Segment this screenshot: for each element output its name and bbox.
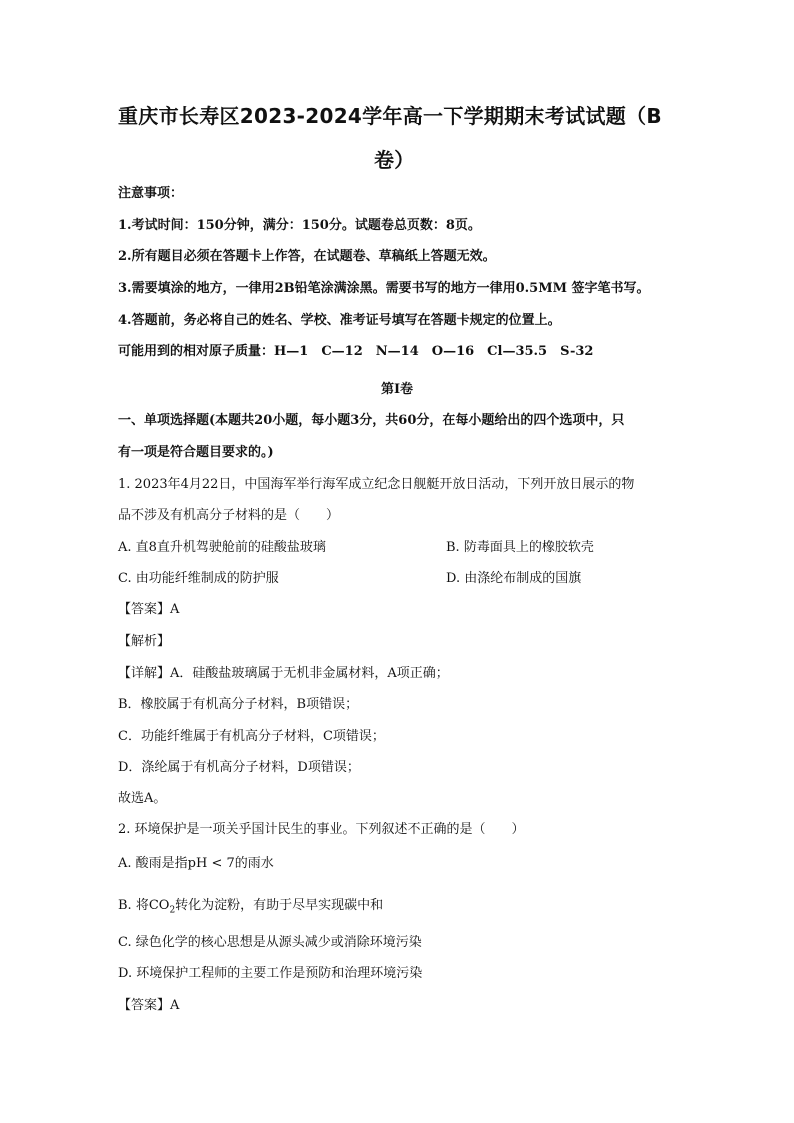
q1-detail-3: C．功能纤维属于有机高分子材料，C项错误； [118, 729, 385, 744]
q1-stem-line2: 品不涉及有机高分子材料的是（ ） [118, 508, 340, 523]
q1-option-b: B. 防毒面具上的橡胶软壳 [446, 540, 594, 555]
q1-detail-2: B．橡胶属于有机高分子材料，B项错误； [118, 697, 359, 712]
q1-analysis-label: 【解析】 [118, 634, 171, 649]
q1-option-c: C. 由功能纤维制成的防护服 [118, 571, 279, 586]
section-instruction-line1: 一、单项选择题(本题共20小题，每小题3分，共60分，在每小题给出的四个选项中，只 [118, 413, 625, 428]
notes-item-3: 3.需要填涂的地方，一律用2B铅笔涂满涂黑。需要书写的地方一律用0.5MM 签字笔书写。 [118, 281, 650, 296]
q1-stem-line1: 1. 2023年4月22日，中国海军举行海军成立纪念日舰艇开放日活动，下列开放日展示的物 [118, 477, 635, 492]
q2-option-c: C. 绿色化学的核心思想是从源头减少或消除环境污染 [118, 935, 422, 950]
q2-option-d: D. 环境保护工程师的主要工作是预防和治理环境污染 [118, 966, 423, 981]
q1-answer: 【答案】A [118, 602, 180, 617]
volume-heading: 第Ⅰ卷 [380, 382, 414, 397]
q1-option-a: A. 直8直升机驾驶舱前的硅酸盐玻璃 [118, 540, 326, 555]
q2-option-b-subscript: 2 [169, 905, 176, 916]
q2-option-a: A. 酸雨是指pH < 7的雨水 [118, 856, 274, 871]
q1-conclusion: 故选A。 [118, 791, 167, 806]
notes-item-4: 4.答题前，务必将自己的姓名、学校、准考证号填写在答题卡规定的位置上。 [118, 313, 561, 328]
q2-answer: 【答案】A [118, 998, 180, 1013]
section-instruction-line2: 有一项是符合题目要求的。) [118, 445, 274, 460]
q2-option-b [118, 898, 383, 919]
q2-option-b-suffix: 转化为淀粉，有助于尽早实现碳中和 [175, 898, 384, 913]
notes-item-1: 1.考试时间：150分钟，满分：150分。试题卷总页数：8页。 [118, 218, 481, 233]
q1-option-d: D. 由涤纶布制成的国旗 [446, 571, 582, 586]
q2-option-b-prefix: B. 将CO [118, 898, 170, 913]
q2-stem: 2. 环境保护是一项关乎国计民生的事业。下列叙述不正确的是（ ） [118, 822, 525, 837]
notes-heading: 注意事项： [118, 186, 184, 201]
exam-title-line2: 卷） [374, 148, 415, 172]
atomic-masses: 可能用到的相对原子质量：H—1 C—12 N—14 O—16 Cl—35.5 S-32 [118, 344, 594, 359]
q1-detail-4: D．涤纶属于有机高分子材料，D项错误； [118, 760, 360, 775]
exam-title-line1: 重庆市长寿区2023-2024学年高一下学期期末考试试题（B [118, 104, 662, 128]
notes-item-2: 2.所有题目必须在答题卡上作答，在试题卷、草稿纸上答题无效。 [118, 249, 496, 264]
q1-detail-1: 【详解】A．硅酸盐玻璃属于无机非金属材料，A项正确； [118, 666, 449, 681]
